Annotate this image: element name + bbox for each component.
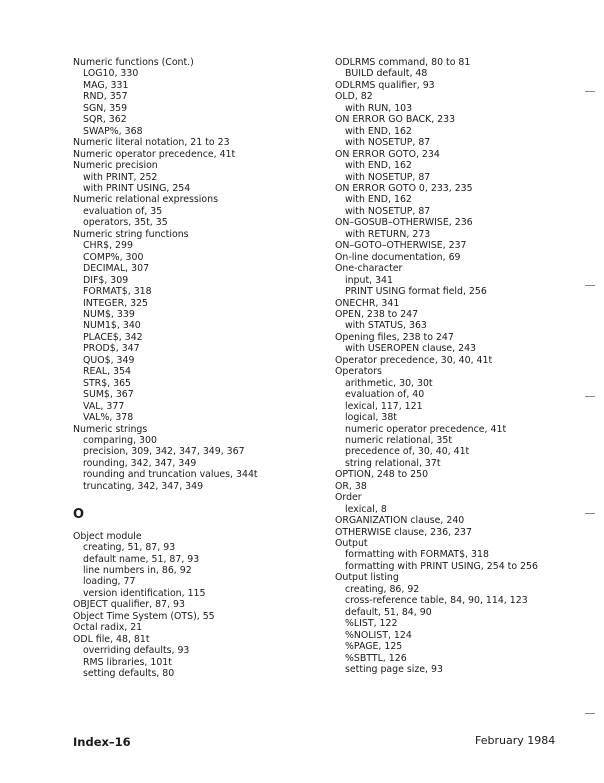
index-subentry: QUO$, 349	[83, 354, 135, 366]
index-entry: Octal radix, 21	[73, 622, 143, 634]
index-subentry: with NOSETUP, 87	[345, 137, 431, 149]
index-entry: Numeric string functions	[73, 228, 189, 240]
index-subentry: BUILD default, 48	[345, 68, 428, 80]
margin-mark	[585, 285, 595, 286]
index-entry: ON–GOTO–OTHERWISE, 237	[335, 240, 467, 252]
index-subentry: VAL%, 378	[83, 412, 134, 424]
index-entry: ON ERROR GOTO 0, 233, 235	[335, 182, 473, 194]
index-subentry: MAG, 331	[83, 79, 129, 91]
index-subentry: line numbers in, 86, 92	[83, 565, 192, 577]
index-subentry: DIF$, 309	[83, 274, 129, 286]
index-entry: OPTION, 248 to 250	[335, 469, 429, 481]
index-subentry: SUM$, 367	[83, 389, 134, 401]
index-entry: Numeric relational expressions	[73, 194, 218, 206]
index-subentry: numeric relational, 35t	[345, 434, 453, 446]
index-entry: Output	[335, 538, 368, 550]
index-entry: Numeric precision	[73, 160, 158, 172]
index-subentry: PRINT USING format field, 256	[345, 286, 487, 298]
section-letter: O	[73, 506, 85, 522]
index-subentry: with PRINT USING, 254	[83, 182, 191, 194]
index-column-right	[335, 57, 590, 675]
index-entry: Output listing	[335, 572, 399, 584]
index-subentry: with RUN, 103	[345, 102, 413, 114]
index-entry: Operator precedence, 30, 40, 41t	[335, 354, 493, 366]
margin-mark	[585, 713, 595, 714]
index-entry: OTHERWISE clause, 236, 237	[335, 526, 472, 538]
index-subentry: operators, 35t, 35	[83, 217, 168, 229]
index-subentry: with RETURN, 273	[345, 228, 431, 240]
index-entry: Numeric literal notation, 21 to 23	[73, 137, 230, 149]
index-subentry: lexical, 8	[345, 503, 387, 515]
index-entry-list	[335, 57, 590, 675]
index-entry: Numeric functions (Cont.)	[73, 57, 194, 68]
index-subentry: default, 51, 84, 90	[345, 606, 432, 618]
page-label: Index–16	[73, 735, 131, 749]
margin-mark	[585, 396, 595, 397]
index-subentry: precedence of, 30, 40, 41t	[345, 446, 470, 458]
index-subentry: LOG10, 330	[83, 68, 139, 80]
index-subentry: REAL, 354	[83, 366, 131, 378]
index-subentry: input, 341	[345, 274, 393, 286]
index-entry: Order	[335, 492, 362, 504]
index-subentry: rounding, 342, 347, 349	[83, 457, 197, 469]
index-entry: Opening files, 238 to 247	[335, 331, 454, 343]
margin-mark	[585, 513, 595, 514]
index-subentry: %NOLIST, 124	[345, 629, 412, 641]
index-subentry: formatting with FORMAT$, 318	[345, 549, 489, 561]
index-subentry: with END, 162	[345, 194, 412, 206]
index-subentry: with END, 162	[345, 160, 412, 172]
index-subentry: RMS libraries, 101t	[83, 656, 172, 668]
index-entry: OLD, 82	[335, 91, 373, 103]
index-subentry: VAL, 377	[83, 400, 125, 412]
index-subentry: INTEGER, 325	[83, 297, 148, 309]
index-subentry: %PAGE, 125	[345, 641, 403, 653]
index-entry: On-line documentation, 69	[335, 251, 461, 263]
index-subentry: arithmetic, 30, 30t	[345, 377, 433, 389]
index-subentry: logical, 38t	[345, 412, 397, 424]
index-subentry: creating, 51, 87, 93	[83, 542, 176, 554]
index-entry: ON ERROR GO BACK, 233	[335, 114, 456, 126]
index-subentry: creating, 86, 92	[345, 583, 420, 595]
index-subentry: CHR$, 299	[83, 240, 133, 252]
index-subentry: string relational, 37t	[345, 457, 441, 469]
index-entry: ON–GOSUB–OTHERWISE, 236	[335, 217, 473, 229]
index-entry: One-character	[335, 263, 403, 275]
index-subentry: STR$, 365	[83, 377, 132, 389]
index-entry: Operators	[335, 366, 382, 378]
index-subentry: FORMAT$, 318	[83, 286, 152, 298]
index-subentry: cross-reference table, 84, 90, 114, 123	[345, 595, 528, 607]
index-column-left	[73, 57, 328, 680]
index-subentry: precision, 309, 342, 347, 349, 367	[83, 446, 245, 458]
index-subentry: with NOSETUP, 87	[345, 205, 431, 217]
index-subentry: loading, 77	[83, 576, 136, 588]
index-entry: ODL file, 48, 81t	[73, 633, 150, 645]
index-entry-list-o	[73, 531, 328, 680]
index-subentry: default name, 51, 87, 93	[83, 553, 200, 565]
index-entry-list	[73, 57, 328, 492]
index-subentry: evaluation of, 40	[345, 389, 425, 401]
index-subentry: with USEROPEN clause, 243	[345, 343, 477, 355]
index-subentry: with STATUS, 363	[345, 320, 427, 332]
index-subentry: %LIST, 122	[345, 618, 398, 630]
index-subentry: NUM1$, 340	[83, 320, 141, 332]
index-subentry: rounding and truncation values, 344t	[83, 469, 258, 481]
index-subentry: COMP%, 300	[83, 251, 144, 263]
index-subentry: %SBTTL, 126	[345, 652, 407, 664]
index-entry: OPEN, 238 to 247	[335, 308, 419, 320]
index-subentry: setting defaults, 80	[83, 668, 175, 680]
index-subentry: DECIMAL, 307	[83, 263, 150, 275]
index-subentry: PLACE$, 342	[83, 331, 143, 343]
index-entry: Object module	[73, 530, 142, 542]
index-entry: ORGANIZATION clause, 240	[335, 515, 465, 527]
index-entry: Numeric operator precedence, 41t	[73, 148, 236, 160]
index-subentry: PROD$, 347	[83, 343, 140, 355]
index-entry: Object Time System (OTS), 55	[73, 610, 215, 622]
index-subentry: numeric operator precedence, 41t	[345, 423, 507, 435]
index-subentry: comparing, 300	[83, 434, 157, 446]
index-entry: ODLRMS command, 80 to 81	[335, 57, 471, 68]
index-entry: OR, 38	[335, 480, 367, 492]
index-subentry: RND, 357	[83, 91, 128, 103]
index-subentry: formatting with PRINT USING, 254 to 256	[345, 560, 538, 572]
index-subentry: with END, 162	[345, 125, 412, 137]
index-subentry: lexical, 117, 121	[345, 400, 423, 412]
index-subentry: overriding defaults, 93	[83, 645, 190, 657]
index-subentry: setting page size, 93	[345, 664, 443, 676]
index-entry: ODLRMS qualifier, 93	[335, 79, 435, 91]
index-subentry: SWAP%, 368	[83, 125, 143, 137]
index-subentry: with PRINT, 252	[83, 171, 158, 183]
index-subentry: evaluation of, 35	[83, 205, 163, 217]
index-entry: ONECHR, 341	[335, 297, 400, 309]
index-subentry: version identification, 115	[83, 587, 206, 599]
margin-mark	[585, 91, 595, 92]
index-entry: OBJECT qualifier, 87, 93	[73, 599, 185, 611]
index-subentry: with NOSETUP, 87	[345, 171, 431, 183]
spacer	[73, 492, 328, 503]
index-entry: Numeric strings	[73, 423, 148, 435]
index-subentry: SGN, 359	[83, 102, 128, 114]
index-subentry: truncating, 342, 347, 349	[83, 480, 204, 492]
index-entry: ON ERROR GOTO, 234	[335, 148, 440, 160]
footer-date: February 1984	[475, 734, 556, 747]
index-subentry: SQR, 362	[83, 114, 127, 126]
index-subentry: NUM$, 339	[83, 308, 135, 320]
